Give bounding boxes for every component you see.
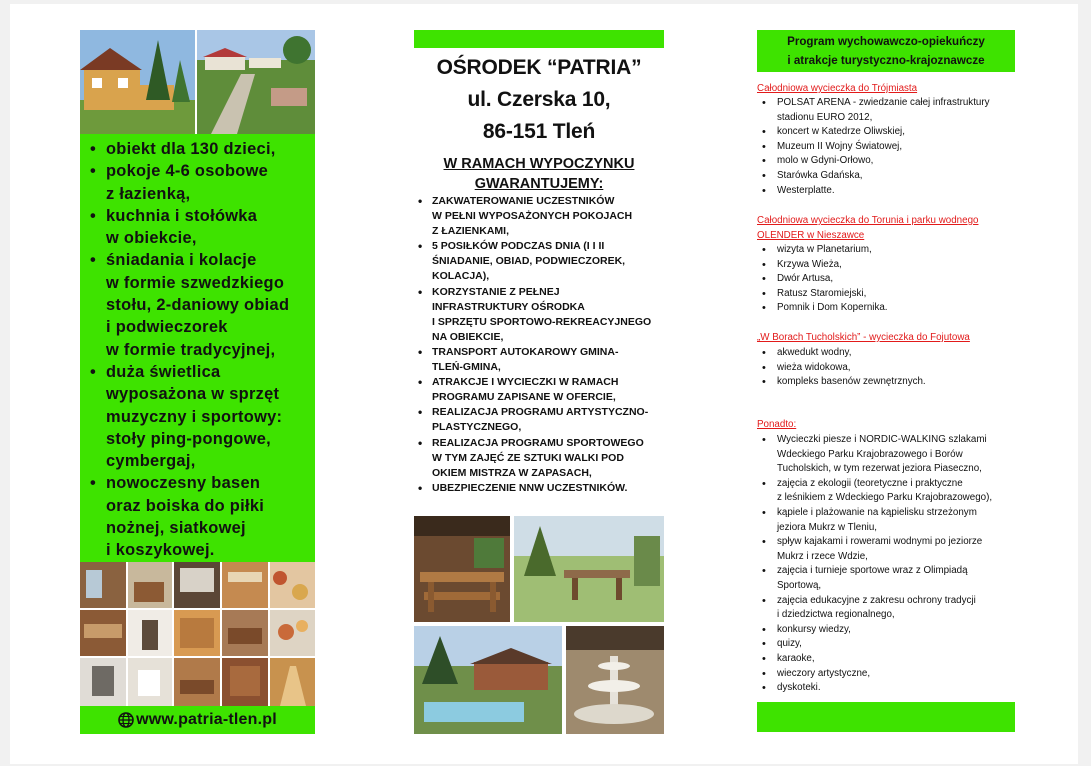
guarantee-list xyxy=(416,194,666,496)
guarantee-item: • ATRAKCJE I WYCIECZKI W RAMACH PROGRAMU ZAPISANE W OFERCIE, xyxy=(416,375,666,405)
guarantee-item: • KORZYSTANIE Z PEŁNEJ INFRASTRUKTURY OŚRODKA I SPRZĘTU SPORTOWO-REKREACYJNEGO NA OBIEKCIE, xyxy=(416,285,666,345)
guarantee-item: • REALIZACJA PROGRAMU SPORTOWEGO W TYM ZAJĘĆ ZE SZTUKI WALKI POD OKIEM MISTRZA W ZAPASACH, xyxy=(416,436,666,481)
outdoor-photos xyxy=(414,516,664,734)
building-photo xyxy=(80,30,195,134)
interior-photo-grid xyxy=(80,562,315,706)
program-item: • wieża widokowa, xyxy=(761,361,926,376)
features-list xyxy=(88,138,311,562)
program-item: • wieczory artystyczne, xyxy=(761,667,992,682)
program-item: • POLSAT ARENA - zwiedzanie całej infrastruktury stadionu EURO 2012, xyxy=(761,96,990,125)
program-item: • Wycieczki piesze i NORDIC-WALKING szlakami Wdeckiego Parku Krajobrazowego i Borów Tucholskich, w tym rezerwat jeziora Piaseczno, xyxy=(761,433,992,477)
program-item: • Starówka Gdańska, xyxy=(761,169,990,184)
right-panel xyxy=(757,30,1015,734)
program-item: • koncert w Katedrze Oliwskiej, xyxy=(761,125,990,140)
program-item: • kompleks basenów zewnętrznych. xyxy=(761,375,926,390)
feature-item: • obiekt dla 130 dzieci, xyxy=(88,138,311,160)
program-item: • wizyta w Planetarium, xyxy=(761,243,888,258)
guarantee-item: • TRANSPORT AUTOKAROWY GMINA- TLEŃ-GMINA, xyxy=(416,345,666,375)
middle-panel xyxy=(414,30,664,734)
program-item: • zajęcia z ekologii (teoretyczne i praktyczne z leśnikiem z Wdeckiego Parku Krajobrazowego), xyxy=(761,477,992,506)
guarantee-item: • 5 POSIŁKÓW PODCZAS DNIA (I I II ŚNIADANIE, OBIAD, PODWIECZOREK, KOLACJA), xyxy=(416,239,666,284)
feature-item: • duża świetlica wyposażona w sprzęt muzyczny i sportowy: stoły ping-pongowe, cymbergaj, xyxy=(88,361,311,472)
program-item: • karaoke, xyxy=(761,652,992,667)
feature-item: • nowoczesny basen oraz boiska do piłki nożnej, siatkowej i koszykowej. xyxy=(88,472,311,561)
globe-icon xyxy=(118,712,134,728)
program-item: • Ratusz Staromiejski, xyxy=(761,287,888,302)
program-item: • dyskoteki. xyxy=(761,681,992,696)
program-item: • zajęcia edukacyjne z zakresu ochrony tradycji i dziedzictwa regionalnego, xyxy=(761,594,992,623)
section-list-fojutowo xyxy=(761,346,926,390)
website-bar xyxy=(80,706,315,734)
center-title: OŚRODEK “PATRIA” ul. Czerska 10, 86-151 Tleń xyxy=(436,56,642,143)
program-item: • konkursy wiedzy, xyxy=(761,623,992,638)
section-title-ponadto: Ponadto: xyxy=(757,419,797,430)
green-top-bar xyxy=(414,30,664,48)
feature-item: • śniadania i kolacje w formie szwedzkiego stołu, 2-daniowy obiad i podwieczorek w formie tradycyjnej, xyxy=(88,249,311,360)
website-link[interactable]: www.patria-tlen.pl xyxy=(136,711,277,728)
interior-photos xyxy=(80,562,315,706)
green-bottom-bar xyxy=(757,702,1015,732)
program-item: • zajęcia i turnieje sportowe wraz z Olimpiadą Sportową, xyxy=(761,564,992,593)
section-list-trojmiasto xyxy=(761,96,990,198)
program-item: • Muzeum II Wojny Światowej, xyxy=(761,140,990,155)
program-item: • molo w Gdyni-Orłowo, xyxy=(761,154,990,169)
program-item: • Westerplatte. xyxy=(761,184,990,199)
program-item: • Krzywa Wieża, xyxy=(761,258,888,273)
program-item: • quizy, xyxy=(761,637,992,652)
program-heading: Program wychowawczo-opiekuńczy i atrakcje turystyczno-krajoznawcze xyxy=(757,30,1015,72)
grounds-photo xyxy=(197,30,315,134)
outdoor-photo-grid xyxy=(414,516,664,734)
section-list-ponadto xyxy=(761,433,992,696)
program-item: • Pomnik i Dom Kopernika. xyxy=(761,301,888,316)
section-title-trojmiasto: Całodniowa wycieczka do Trójmiasta xyxy=(757,83,918,94)
feature-item: • kuchnia i stołówka w obiekcie, xyxy=(88,205,311,250)
section-title-torun: Całodniowa wycieczka do Torunia i parku wodnego OLENDER w Nieszawce xyxy=(757,215,979,241)
guarantee-heading: W RAMACH WYPOCZYNKU GWARANTUJEMY: xyxy=(443,156,635,192)
guarantee-item: • UBEZPIECZENIE NNW UCZESTNIKÓW. xyxy=(416,481,666,496)
feature-item: • pokoje 4-6 osobowe z łazienką, xyxy=(88,160,311,205)
program-item: • kąpiele i plażowanie na kąpielisku strzeżonym jeziora Mukrz w Tleniu, xyxy=(761,506,992,535)
left-panel xyxy=(80,30,315,734)
top-photos xyxy=(80,30,315,134)
section-title-fojutowo: „W Borach Tucholskich” - wycieczka do Fojutowa xyxy=(757,332,970,343)
program-item: • akwedukt wodny, xyxy=(761,346,926,361)
guarantee-item: • ZAKWATEROWANIE UCZESTNIKÓW W PEŁNI WYPOSAŻONYCH POKOJACH Z ŁAZIENKAMI, xyxy=(416,194,666,239)
section-list-torun xyxy=(761,243,888,316)
program-item: • spływ kajakami i rowerami wodnymi po jeziorze Mukrz i rzece Wdzie, xyxy=(761,535,992,564)
program-item: • Dwór Artusa, xyxy=(761,272,888,287)
guarantee-item: • REALIZACJA PROGRAMU ARTYSTYCZNO- PLASTYCZNEGO, xyxy=(416,405,666,435)
features-list-box xyxy=(80,136,315,560)
